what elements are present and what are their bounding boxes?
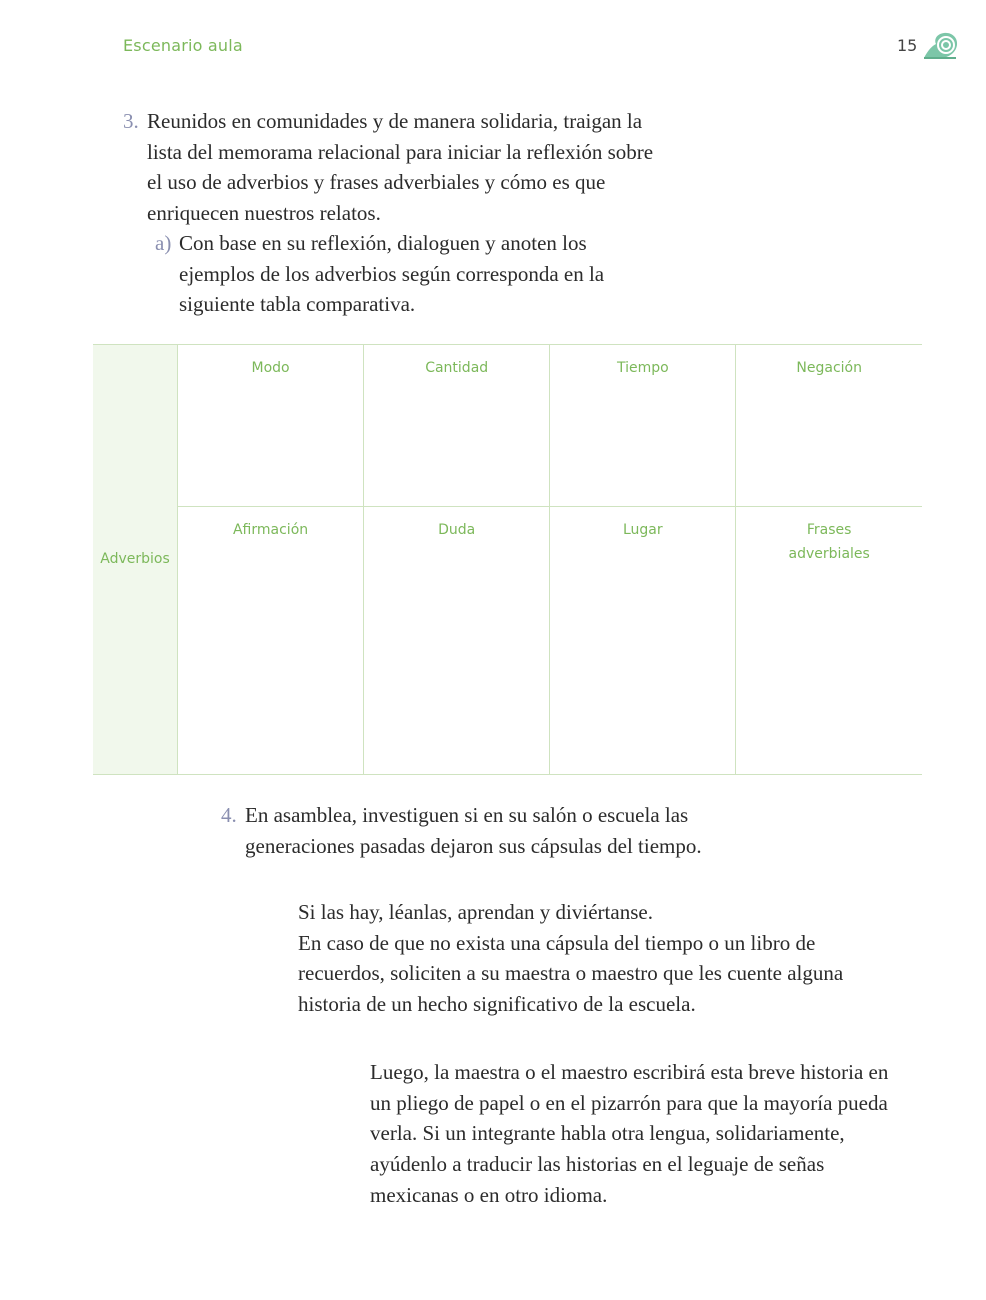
instruction-line: Si las hay, léanlas, aprendan y diviértanse. [298,900,653,924]
section-title: Escenario aula [123,36,243,55]
activity-3a [155,228,649,320]
cell-duda[interactable] [364,507,550,775]
subactivity-letter: a) [155,231,172,255]
category-label: Afirmación [232,522,309,539]
cell-lugar[interactable] [550,507,736,775]
cell-modo[interactable] [178,345,364,507]
category-label: Frases adverbiales [788,522,870,563]
category-label: Modo [251,360,290,376]
subactivity-text: Con base en su reflexión, dialoguen y anoten los ejemplos de los adverbios según corresponda en la siguiente tabla comparativa. [179,231,605,317]
activity-text: En asamblea, investiguen si en su salón o escuela las generaciones pasadas dejaron sus cápsulas del tiempo. [245,803,702,858]
category-label: Lugar [622,522,663,539]
activity-4 [221,800,765,861]
cell-cantidad[interactable] [364,345,550,507]
followup-paragraph: Luego, la maestra o el maestro escribirá esta breve historia en un pliego de papel o en el pizarrón para que la mayoría pueda verla. Si un integrante habla otra lengua, solidariamente, ayúdenlo a traducir las historias en el leguaje de señas mexicanas o en otro idioma. [370,1060,889,1207]
cell-afirmacion[interactable] [178,507,364,775]
cell-frases-adverbiales[interactable] [736,507,922,775]
snail-icon [922,30,960,62]
instructions-paragraph [298,897,858,1020]
activity-3 [123,106,667,229]
activity-number: 3. [123,109,139,133]
category-label: Tiempo [616,360,669,376]
activity-text: Reunidos en comunidades y de manera solidaria, traigan la lista del memorama relacional para iniciar la reflexión sobre el uso de adverbios y frases adverbiales y cómo es que enriquecen nuestros relatos. [147,109,654,226]
row-header-adverbios: Adverbios [93,345,178,775]
cell-tiempo[interactable] [550,345,736,507]
activity-number: 4. [221,803,237,827]
instruction-line: En caso de que no exista una cápsula del tiempo o un libro de recuerdos, soliciten a su maestra o maestro que les cuente alguna historia de un hecho significativo de la escuela. [298,930,844,1017]
category-label: Cantidad [425,360,489,376]
page-number: 15 [897,36,918,55]
adverbs-table [93,344,922,775]
category-label: Duda [438,522,476,539]
category-label: Negación [796,360,862,376]
cell-negacion[interactable] [736,345,922,507]
